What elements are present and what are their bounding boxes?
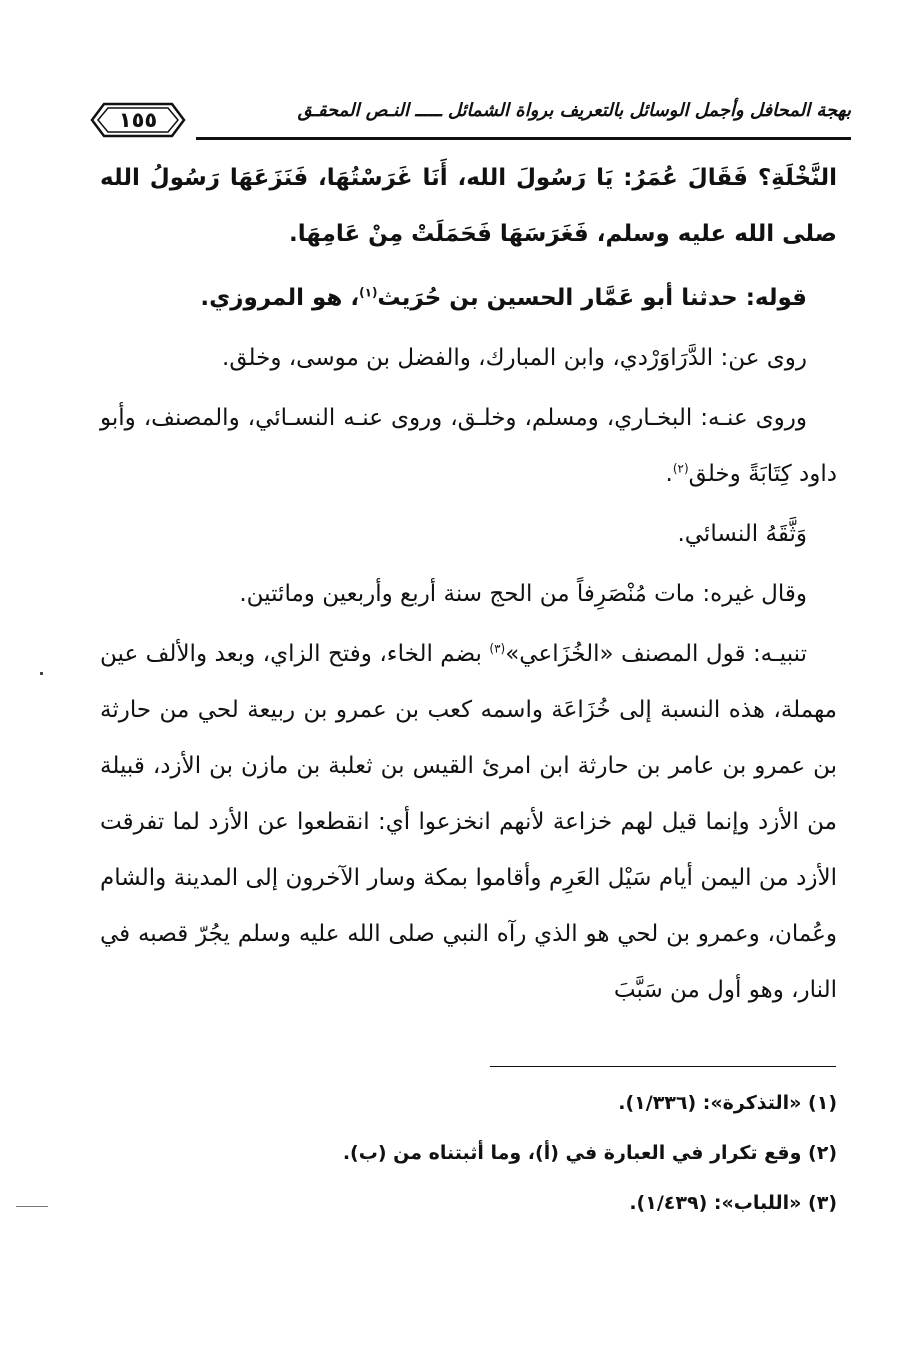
paragraph-narrator-heading [100,270,837,326]
running-title: بهجة المحافل وأجمل الوسائل بالتعريف برواة الشمائل ـــــ النـص المحقـق [297,100,851,121]
narrator-heading-tail: ، هو المروزي. [200,285,360,311]
paragraph-reliability: وَثَّقَهُ النسائي. [677,521,807,547]
footnote-separator [490,1066,836,1067]
paragraph-hadith-ending: النَّخْلَةِ؟ فَقَالَ عُمَرُ: يَا رَسُولَ الله، أَنَا غَرَسْتُهَا، فَنَزَعَهَا رَسُولُ الله صلى الله عليه وسلم، فَغَرَسَهَا فَحَمَلَتْ مِنْ عَامِهَا. [100,165,837,247]
page-header [88,96,851,148]
header-rule [196,137,851,140]
paragraph-narrated-by [100,390,837,502]
note-lead: تنبيـه: قول المصنف «الخُزَاعي» [505,641,807,667]
footnotes [100,1078,837,1228]
footnote-2: (٢) وقع تكرار في العبارة في (أ)، وما أثبتناه من (ب). [342,1142,837,1164]
scan-speck [40,672,43,675]
footnote-ref-1: (١) [359,285,378,300]
main-text [100,150,837,1018]
footnote-ref-3: (٣) [489,641,506,656]
footnote-ref-2: (٢) [672,461,689,476]
footnote-3: (٣) «اللباب»: (١/٤٣٩). [629,1192,837,1214]
page-number: ١٥٥ [118,108,158,132]
footnote-1: (١) «التذكرة»: (١/٣٣٦). [618,1092,837,1114]
note-body: بضم الخاء، وفتح الزاي، وبعد والألف عين مهملة، هذه النسبة إلى خُزَاعَة واسمه كعب بن عمرو بن ربيعة لحي من حارثة بن عمرو بن عامر بن حارثة ابن امرئ القيس بن ثعلبة بن مازن بن الأزد، قبيلة من الأزد وإنما قيل لهم خزاعة لأنهم انخزعوا أي: انقطعوا عن الأزد لما تفرقت الأزد من اليمن أيام سَيْل العَرِم وأقاموا بمكة وسار الآخرون إلى المدينة والشام وعُمان، وعمرو بن لحي هو الذي رآه النبي صلى الله عليه وسلم يجُرّ قصبه في النار، وهو أول من سَبَّبَ [100,641,837,1003]
paragraph-death-date: وقال غيره: مات مُنْصَرِفاً من الحج سنة أربع وأربعين ومائتين. [239,581,807,607]
paragraph-narrated-from: روى عن: الدَّرَاوَرْدي، وابن المبارك، والفضل بن موسى، وخلق. [222,345,807,371]
paragraph-note [100,626,837,1018]
page-number-badge [88,98,188,142]
narrated-by-text: وروى عنـه: البخـاري، ومسلم، وخلـق، وروى عنـه النسـائي، والمصنف، وأبو داود كِتَابَةً وخلق [100,405,837,487]
scan-mark [16,1206,48,1207]
narrator-heading-text: قوله: حدثنا أبو عَمَّار الحسين بن حُرَيث [377,285,807,311]
narrated-by-tail: . [665,461,673,487]
